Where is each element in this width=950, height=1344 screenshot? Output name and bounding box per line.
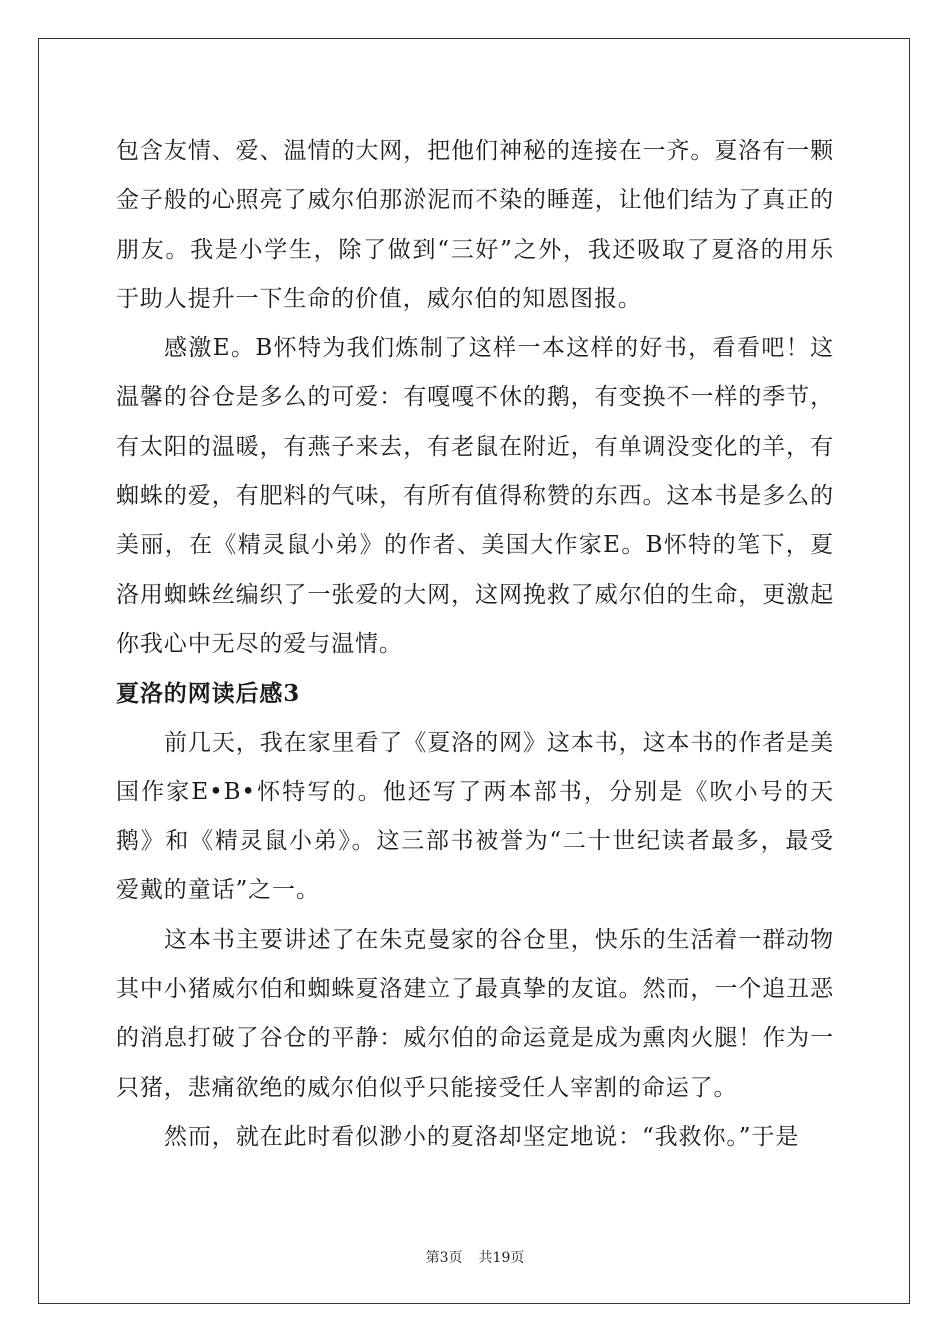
paragraph-2: 感激E。B怀特为我们炼制了这样一本这样的好书，看看吧！这温馨的谷仓是多么的可爱：有嘎嘎不休的鹅，有变换不一样的季节，有太阳的温暖，有燕子来去，有老鼠在附近，有单调没变化的羊，有蜘蛛的爱，有肥料的气味，有所有值得称赞的东西。这本书是多么的美丽，在《精灵鼠小弟》的作者、美国大作家E。B怀特的笔下，夏洛用蜘蛛丝编织了一张爱的大网，这网挽救了威尔伯的生命，更激起你我心中无尽的爱与温情。	[116, 335, 834, 657]
paragraph-3: 前几天，我在家里看了《夏洛的网》这本书，这本书的作者是美国作家E•B•怀特写的。他还写了两本部书，分别是《吹小号的天鹅》和《精灵鼠小弟》。这三部书被誉为“二十世纪读者最多，最受爱戴的童话”之一。	[116, 729, 834, 904]
paragraph-5: 然而，就在此时看似渺小的夏洛却坚定地说：“我救你。”于是	[164, 1123, 800, 1150]
paragraph-4: 这本书主要讲述了在朱克曼家的谷仓里，快乐的生活着一群动物其中小猪威尔伯和蜘蛛夏洛建立了最真挚的友谊。然而，一个追丑恶的消息打破了谷仓的平静：威尔伯的命运竟是成为熏肉火腿！作为一只猪，悲痛欲绝的威尔伯似乎只能接受任人宰割的命运了。	[116, 926, 834, 1101]
paragraph-1: 包含友情、爱、温情的大网，把他们神秘的连接在一齐。夏洛有一颗金子般的心照亮了威尔伯那淤泥而不染的睡莲，让他们结为了真正的朋友。我是小学生，除了做到“三好”之外，我还吸取了夏洛的用乐于助人提升一下生命的价值，威尔伯的知恩图报。	[116, 138, 834, 312]
document-body	[116, 127, 834, 1162]
page-number: 第3页	[425, 1250, 463, 1266]
total-pages: 共19页	[478, 1250, 525, 1266]
section-title: 夏洛的网读后感3	[116, 680, 301, 708]
page-footer	[0, 1247, 950, 1267]
